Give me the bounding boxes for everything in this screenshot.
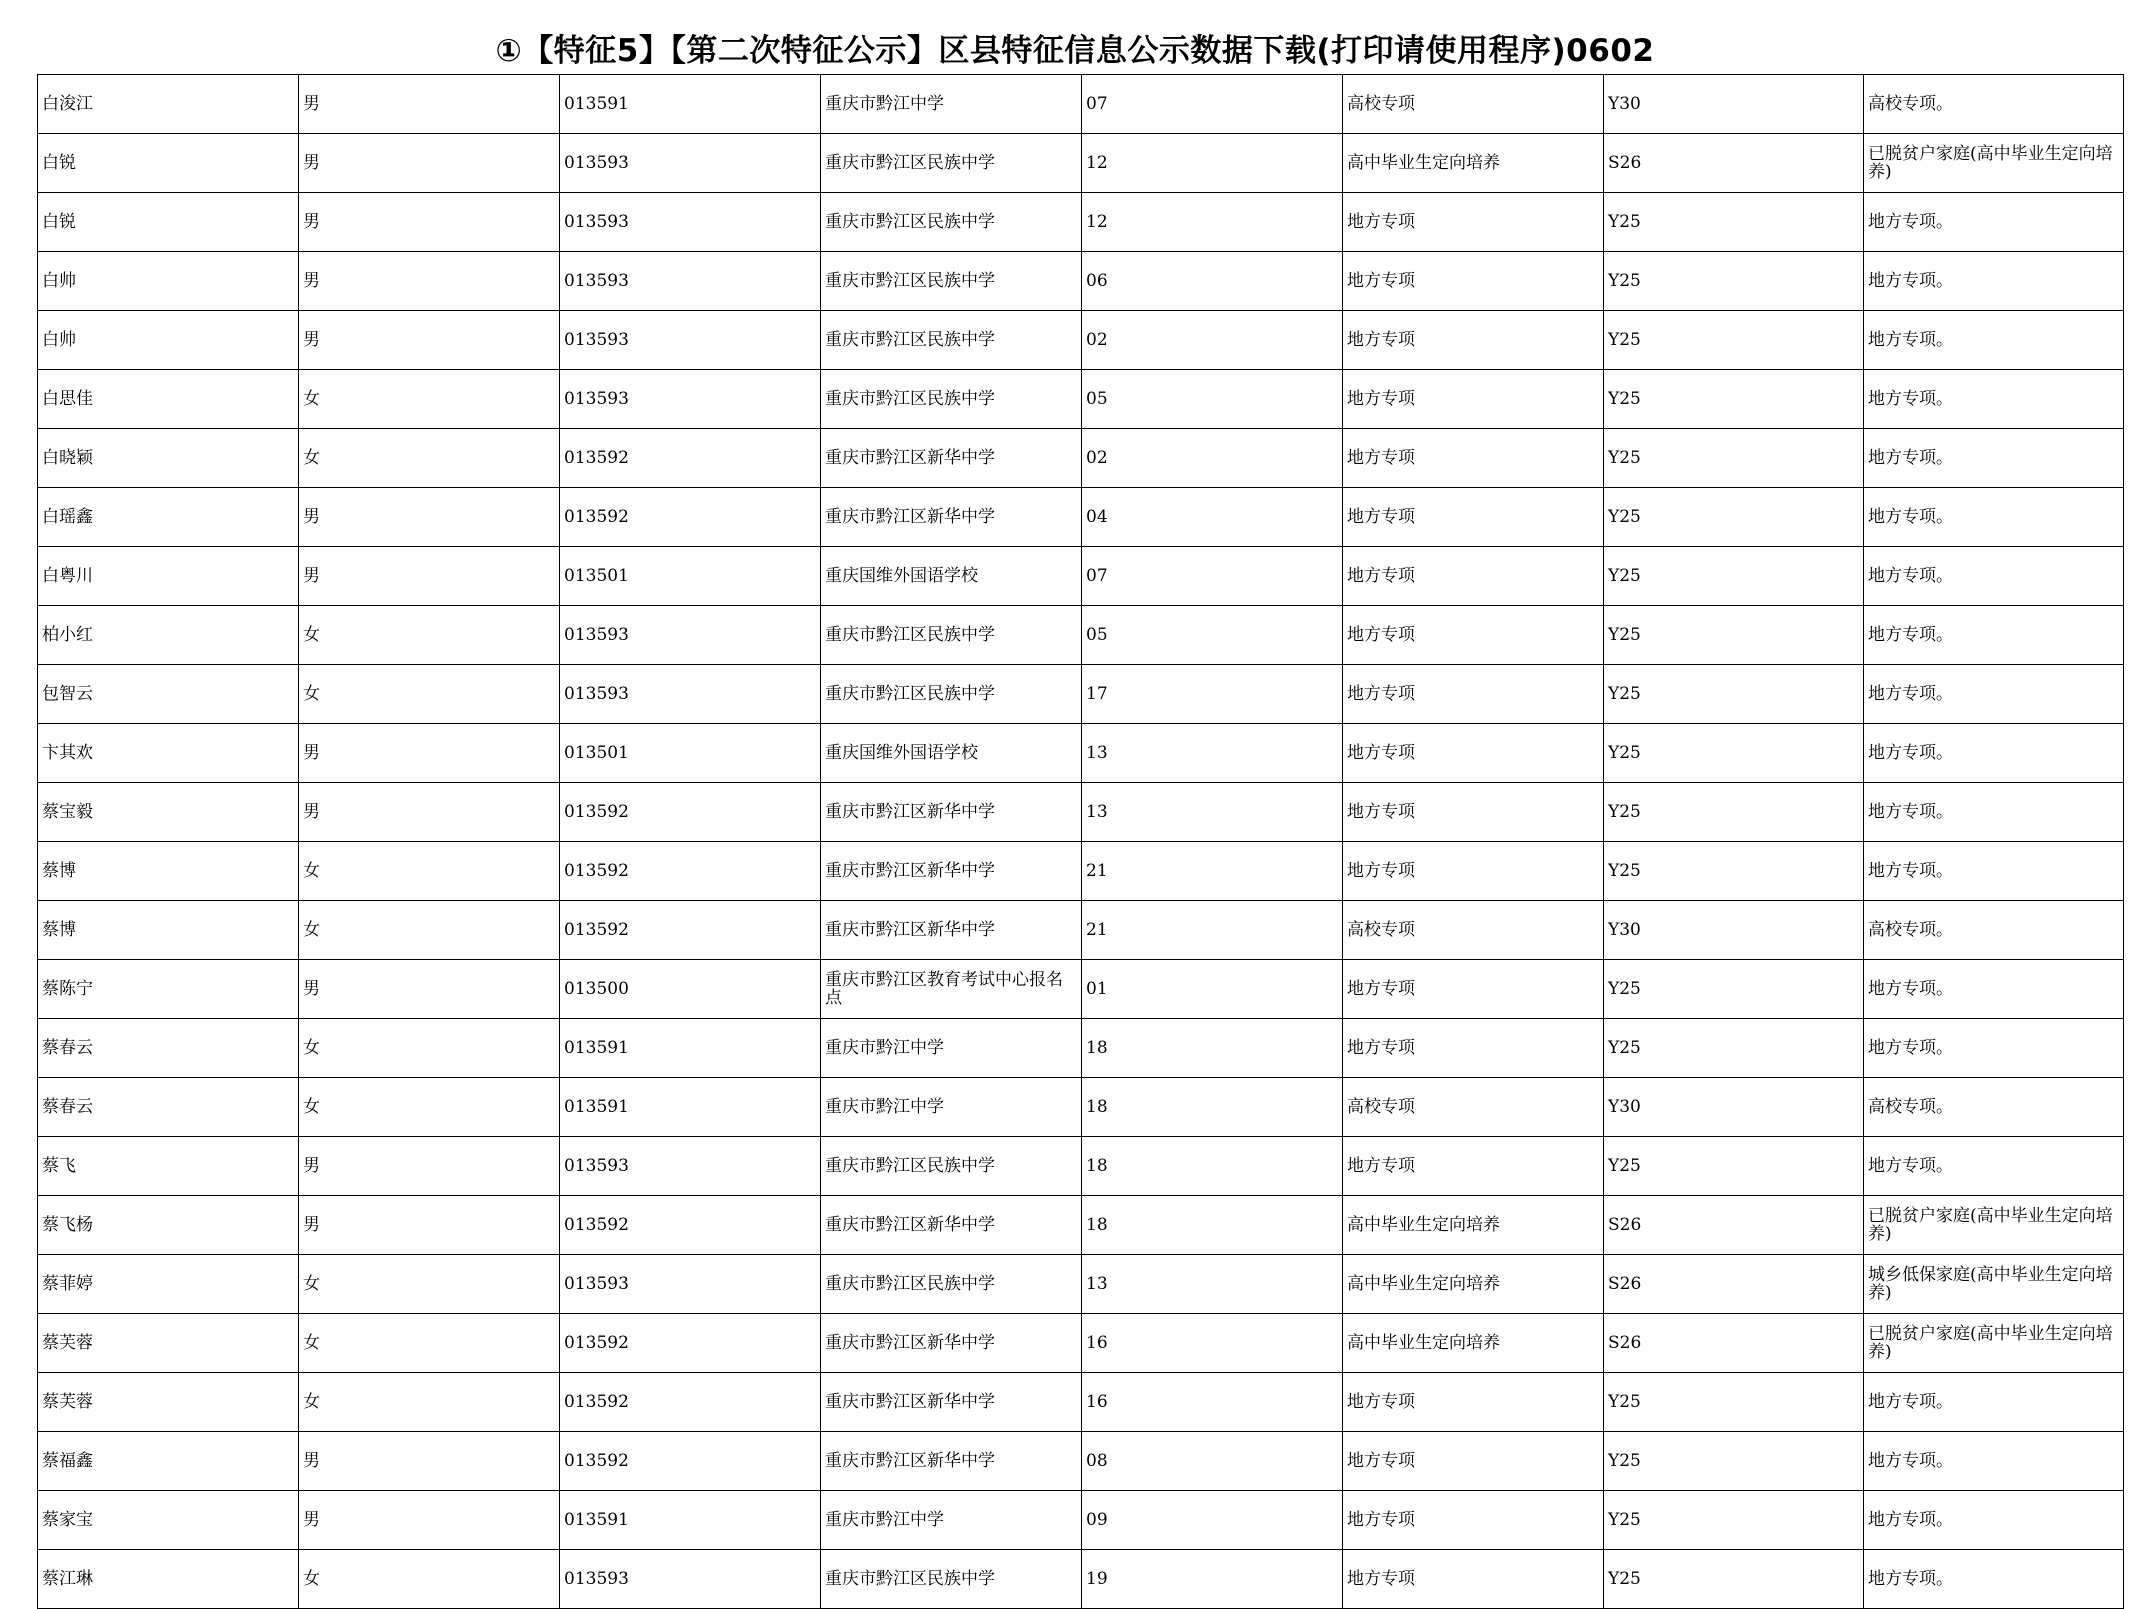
- cell-gender: 女: [299, 1314, 560, 1373]
- cell-name: 蔡春云: [38, 1078, 299, 1137]
- cell-project-code: Y25: [1604, 1373, 1864, 1432]
- cell-school: 重庆市黔江区民族中学: [821, 311, 1082, 370]
- cell-school: 重庆市黔江区民族中学: [821, 193, 1082, 252]
- cell-class: 18: [1082, 1196, 1343, 1255]
- cell-remark: 地方专项。: [1864, 370, 2124, 429]
- cell-name: 蔡博: [38, 901, 299, 960]
- cell-name: 蔡宝毅: [38, 783, 299, 842]
- cell-project-code: Y25: [1604, 1019, 1864, 1078]
- cell-category: 地方专项: [1343, 370, 1604, 429]
- cell-category: 地方专项: [1343, 1491, 1604, 1550]
- cell-category: 地方专项: [1343, 1550, 1604, 1609]
- cell-project-code: Y25: [1604, 1491, 1864, 1550]
- cell-project-code: S26: [1604, 1255, 1864, 1314]
- cell-category: 地方专项: [1343, 606, 1604, 665]
- cell-class: 08: [1082, 1432, 1343, 1491]
- cell-gender: 男: [299, 1196, 560, 1255]
- cell-class: 21: [1082, 901, 1343, 960]
- cell-gender: 男: [299, 960, 560, 1019]
- cell-code: 013593: [560, 1550, 821, 1609]
- cell-remark: 地方专项。: [1864, 1432, 2124, 1491]
- cell-class: 12: [1082, 193, 1343, 252]
- cell-code: 013591: [560, 1078, 821, 1137]
- cell-remark: 地方专项。: [1864, 547, 2124, 606]
- cell-class: 04: [1082, 488, 1343, 547]
- cell-gender: 女: [299, 1550, 560, 1609]
- cell-school: 重庆市黔江区教育考试中心报名点: [821, 960, 1082, 1019]
- cell-remark: 地方专项。: [1864, 488, 2124, 547]
- cell-class: 05: [1082, 370, 1343, 429]
- cell-category: 地方专项: [1343, 842, 1604, 901]
- cell-class: 13: [1082, 724, 1343, 783]
- cell-remark: 地方专项。: [1864, 252, 2124, 311]
- table-row: [38, 429, 2124, 488]
- cell-class: 06: [1082, 252, 1343, 311]
- cell-class: 17: [1082, 665, 1343, 724]
- cell-name: 白帅: [38, 311, 299, 370]
- cell-remark: 已脱贫户家庭(高中毕业生定向培养): [1864, 1314, 2124, 1373]
- cell-remark: 地方专项。: [1864, 1137, 2124, 1196]
- cell-gender: 男: [299, 75, 560, 134]
- cell-gender: 女: [299, 429, 560, 488]
- cell-gender: 女: [299, 901, 560, 960]
- cell-school: 重庆国维外国语学校: [821, 724, 1082, 783]
- cell-gender: 男: [299, 1137, 560, 1196]
- table-row: [38, 252, 2124, 311]
- cell-remark: 高校专项。: [1864, 1078, 2124, 1137]
- cell-project-code: Y25: [1604, 370, 1864, 429]
- cell-remark: 城乡低保家庭(高中毕业生定向培养): [1864, 1255, 2124, 1314]
- cell-remark: 地方专项。: [1864, 1373, 2124, 1432]
- cell-project-code: Y25: [1604, 429, 1864, 488]
- cell-category: 地方专项: [1343, 193, 1604, 252]
- cell-name: 白瑶鑫: [38, 488, 299, 547]
- table-row: [38, 1373, 2124, 1432]
- cell-code: 013591: [560, 1491, 821, 1550]
- table-row: [38, 842, 2124, 901]
- cell-name: 白帅: [38, 252, 299, 311]
- cell-remark: 地方专项。: [1864, 193, 2124, 252]
- cell-project-code: Y25: [1604, 1432, 1864, 1491]
- cell-project-code: Y25: [1604, 783, 1864, 842]
- cell-remark: 地方专项。: [1864, 842, 2124, 901]
- cell-school: 重庆市黔江区民族中学: [821, 1255, 1082, 1314]
- cell-project-code: S26: [1604, 134, 1864, 193]
- cell-gender: 男: [299, 783, 560, 842]
- cell-name: 蔡芙蓉: [38, 1314, 299, 1373]
- cell-class: 07: [1082, 547, 1343, 606]
- table-row: [38, 1314, 2124, 1373]
- cell-name: 白晓颖: [38, 429, 299, 488]
- cell-code: 013593: [560, 134, 821, 193]
- cell-project-code: S26: [1604, 1196, 1864, 1255]
- cell-code: 013592: [560, 842, 821, 901]
- table-body: [38, 75, 2124, 1609]
- cell-code: 013501: [560, 547, 821, 606]
- cell-category: 高中毕业生定向培养: [1343, 1255, 1604, 1314]
- cell-name: 蔡江琳: [38, 1550, 299, 1609]
- table-row: [38, 1255, 2124, 1314]
- cell-project-code: Y25: [1604, 606, 1864, 665]
- cell-name: 蔡福鑫: [38, 1432, 299, 1491]
- table-row: [38, 75, 2124, 134]
- table-row: [38, 311, 2124, 370]
- table-row: [38, 783, 2124, 842]
- cell-name: 蔡春云: [38, 1019, 299, 1078]
- cell-remark: 地方专项。: [1864, 783, 2124, 842]
- cell-gender: 男: [299, 724, 560, 783]
- cell-name: 蔡陈宁: [38, 960, 299, 1019]
- cell-class: 18: [1082, 1019, 1343, 1078]
- table-row: [38, 370, 2124, 429]
- cell-category: 高中毕业生定向培养: [1343, 134, 1604, 193]
- table-row: [38, 1019, 2124, 1078]
- cell-project-code: Y25: [1604, 547, 1864, 606]
- cell-project-code: Y30: [1604, 75, 1864, 134]
- cell-name: 蔡家宝: [38, 1491, 299, 1550]
- cell-school: 重庆市黔江区民族中学: [821, 1550, 1082, 1609]
- cell-code: 013501: [560, 724, 821, 783]
- cell-school: 重庆市黔江区民族中学: [821, 252, 1082, 311]
- cell-school: 重庆市黔江区新华中学: [821, 1196, 1082, 1255]
- cell-code: 013592: [560, 488, 821, 547]
- cell-code: 013592: [560, 429, 821, 488]
- table-row: [38, 1196, 2124, 1255]
- cell-gender: 女: [299, 606, 560, 665]
- cell-remark: 地方专项。: [1864, 429, 2124, 488]
- cell-category: 地方专项: [1343, 311, 1604, 370]
- table-row: [38, 1550, 2124, 1609]
- cell-gender: 女: [299, 1078, 560, 1137]
- cell-project-code: Y25: [1604, 1137, 1864, 1196]
- cell-remark: 地方专项。: [1864, 665, 2124, 724]
- cell-remark: 地方专项。: [1864, 1491, 2124, 1550]
- cell-category: 地方专项: [1343, 252, 1604, 311]
- cell-class: 02: [1082, 429, 1343, 488]
- cell-gender: 男: [299, 252, 560, 311]
- cell-name: 蔡博: [38, 842, 299, 901]
- cell-gender: 男: [299, 134, 560, 193]
- cell-gender: 男: [299, 1432, 560, 1491]
- cell-school: 重庆市黔江中学: [821, 75, 1082, 134]
- cell-remark: 地方专项。: [1864, 1550, 2124, 1609]
- cell-gender: 男: [299, 488, 560, 547]
- cell-name: 蔡飞: [38, 1137, 299, 1196]
- cell-class: 12: [1082, 134, 1343, 193]
- cell-class: 13: [1082, 1255, 1343, 1314]
- cell-remark: 地方专项。: [1864, 606, 2124, 665]
- cell-name: 白锐: [38, 134, 299, 193]
- table-row: [38, 1137, 2124, 1196]
- data-table: [37, 74, 2124, 1609]
- cell-class: 21: [1082, 842, 1343, 901]
- cell-remark: 地方专项。: [1864, 1019, 2124, 1078]
- cell-school: 重庆市黔江区新华中学: [821, 1432, 1082, 1491]
- cell-category: 高中毕业生定向培养: [1343, 1196, 1604, 1255]
- cell-name: 蔡飞杨: [38, 1196, 299, 1255]
- cell-code: 013592: [560, 901, 821, 960]
- cell-category: 地方专项: [1343, 429, 1604, 488]
- cell-class: 02: [1082, 311, 1343, 370]
- table-row: [38, 547, 2124, 606]
- table-row: [38, 134, 2124, 193]
- cell-code: 013592: [560, 1314, 821, 1373]
- table-row: [38, 960, 2124, 1019]
- cell-class: 18: [1082, 1078, 1343, 1137]
- cell-name: 白粤川: [38, 547, 299, 606]
- cell-gender: 女: [299, 842, 560, 901]
- cell-code: 013500: [560, 960, 821, 1019]
- cell-class: 05: [1082, 606, 1343, 665]
- cell-code: 013593: [560, 311, 821, 370]
- cell-school: 重庆市黔江中学: [821, 1019, 1082, 1078]
- cell-gender: 男: [299, 193, 560, 252]
- cell-code: 013593: [560, 606, 821, 665]
- cell-category: 地方专项: [1343, 724, 1604, 783]
- cell-code: 013591: [560, 75, 821, 134]
- cell-category: 地方专项: [1343, 960, 1604, 1019]
- cell-project-code: Y25: [1604, 311, 1864, 370]
- cell-school: 重庆市黔江区民族中学: [821, 1137, 1082, 1196]
- cell-remark: 地方专项。: [1864, 311, 2124, 370]
- cell-code: 013592: [560, 1432, 821, 1491]
- cell-name: 柏小红: [38, 606, 299, 665]
- table-row: [38, 724, 2124, 783]
- table-row: [38, 1078, 2124, 1137]
- cell-category: 地方专项: [1343, 783, 1604, 842]
- cell-project-code: S26: [1604, 1314, 1864, 1373]
- cell-class: 18: [1082, 1137, 1343, 1196]
- cell-project-code: Y25: [1604, 960, 1864, 1019]
- cell-name: 白锐: [38, 193, 299, 252]
- cell-school: 重庆市黔江区新华中学: [821, 488, 1082, 547]
- cell-category: 地方专项: [1343, 547, 1604, 606]
- cell-name: 白思佳: [38, 370, 299, 429]
- table-row: [38, 1432, 2124, 1491]
- cell-remark: 已脱贫户家庭(高中毕业生定向培养): [1864, 1196, 2124, 1255]
- cell-category: 地方专项: [1343, 1137, 1604, 1196]
- table-row: [38, 665, 2124, 724]
- cell-gender: 男: [299, 1491, 560, 1550]
- table-row: [38, 193, 2124, 252]
- cell-class: 09: [1082, 1491, 1343, 1550]
- cell-gender: 男: [299, 547, 560, 606]
- cell-remark: 地方专项。: [1864, 724, 2124, 783]
- cell-category: 地方专项: [1343, 1019, 1604, 1078]
- cell-school: 重庆市黔江区新华中学: [821, 429, 1082, 488]
- cell-gender: 女: [299, 1373, 560, 1432]
- cell-category: 高校专项: [1343, 901, 1604, 960]
- cell-remark: 地方专项。: [1864, 960, 2124, 1019]
- cell-code: 013593: [560, 1255, 821, 1314]
- cell-gender: 女: [299, 370, 560, 429]
- cell-code: 013593: [560, 370, 821, 429]
- cell-code: 013593: [560, 1137, 821, 1196]
- cell-name: 卞其欢: [38, 724, 299, 783]
- cell-category: 地方专项: [1343, 488, 1604, 547]
- cell-project-code: Y30: [1604, 1078, 1864, 1137]
- cell-project-code: Y25: [1604, 842, 1864, 901]
- cell-gender: 男: [299, 311, 560, 370]
- cell-school: 重庆国维外国语学校: [821, 547, 1082, 606]
- cell-gender: 女: [299, 1019, 560, 1078]
- table-row: [38, 901, 2124, 960]
- cell-project-code: Y25: [1604, 724, 1864, 783]
- cell-name: 蔡芙蓉: [38, 1373, 299, 1432]
- cell-name: 白浚江: [38, 75, 299, 134]
- cell-school: 重庆市黔江区新华中学: [821, 1373, 1082, 1432]
- cell-project-code: Y25: [1604, 488, 1864, 547]
- cell-category: 高校专项: [1343, 75, 1604, 134]
- cell-gender: 女: [299, 665, 560, 724]
- cell-school: 重庆市黔江中学: [821, 1078, 1082, 1137]
- cell-project-code: Y25: [1604, 665, 1864, 724]
- cell-category: 高中毕业生定向培养: [1343, 1314, 1604, 1373]
- cell-code: 013593: [560, 665, 821, 724]
- table-row: [38, 488, 2124, 547]
- cell-code: 013593: [560, 252, 821, 311]
- cell-school: 重庆市黔江区新华中学: [821, 1314, 1082, 1373]
- cell-category: 高校专项: [1343, 1078, 1604, 1137]
- cell-school: 重庆市黔江区民族中学: [821, 134, 1082, 193]
- cell-code: 013592: [560, 1373, 821, 1432]
- cell-project-code: Y30: [1604, 901, 1864, 960]
- cell-school: 重庆市黔江区民族中学: [821, 665, 1082, 724]
- table-row: [38, 1491, 2124, 1550]
- cell-class: 19: [1082, 1550, 1343, 1609]
- cell-class: 13: [1082, 783, 1343, 842]
- cell-category: 地方专项: [1343, 1432, 1604, 1491]
- page-title: ①【特征5】【第二次特征公示】区县特征信息公示数据下载(打印请使用程序)0602: [495, 33, 1655, 69]
- cell-category: 地方专项: [1343, 1373, 1604, 1432]
- cell-gender: 女: [299, 1255, 560, 1314]
- cell-category: 地方专项: [1343, 665, 1604, 724]
- cell-school: 重庆市黔江区新华中学: [821, 901, 1082, 960]
- cell-name: 包智云: [38, 665, 299, 724]
- cell-remark: 高校专项。: [1864, 901, 2124, 960]
- cell-code: 013593: [560, 193, 821, 252]
- cell-class: 16: [1082, 1373, 1343, 1432]
- cell-project-code: Y25: [1604, 193, 1864, 252]
- cell-school: 重庆市黔江区新华中学: [821, 842, 1082, 901]
- cell-school: 重庆市黔江区新华中学: [821, 783, 1082, 842]
- cell-remark: 已脱贫户家庭(高中毕业生定向培养): [1864, 134, 2124, 193]
- cell-name: 蔡菲婷: [38, 1255, 299, 1314]
- cell-project-code: Y25: [1604, 1550, 1864, 1609]
- cell-class: 07: [1082, 75, 1343, 134]
- cell-code: 013591: [560, 1019, 821, 1078]
- cell-code: 013592: [560, 1196, 821, 1255]
- cell-project-code: Y25: [1604, 252, 1864, 311]
- cell-school: 重庆市黔江中学: [821, 1491, 1082, 1550]
- cell-class: 01: [1082, 960, 1343, 1019]
- cell-school: 重庆市黔江区民族中学: [821, 370, 1082, 429]
- table-row: [38, 606, 2124, 665]
- cell-remark: 高校专项。: [1864, 75, 2124, 134]
- cell-code: 013592: [560, 783, 821, 842]
- cell-school: 重庆市黔江区民族中学: [821, 606, 1082, 665]
- cell-class: 16: [1082, 1314, 1343, 1373]
